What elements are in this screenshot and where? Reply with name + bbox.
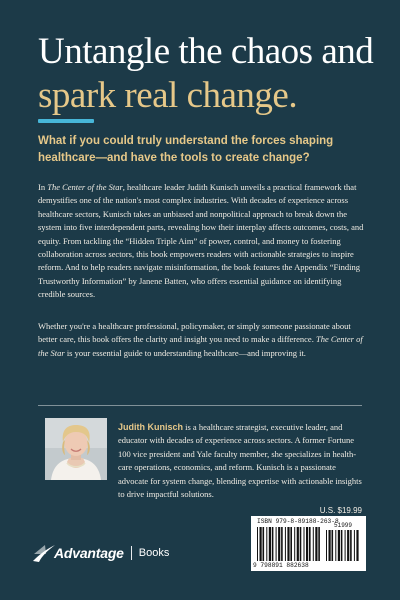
publisher-logo [32, 540, 169, 566]
publisher-name: Advantage [54, 545, 124, 561]
isbn-barcode [251, 516, 366, 571]
paragraph-text: , healthcare leader Judith Kunisch unveils a practical framework that demystifies one of the nation's most complex industries. With decades of experience across healthcare sectors, Kunisch takes an unbiased and nonpolitical approach to break down the system into five interdependent parts, revealing how their interplay affects outcomes, costs, and equity. From tackling the “Hidden Triple Aim” of power, control, and money to fostering collaboration across sectors, this book empowers readers with actionable strategies to inspire reform. And to help readers navigate misinformation, the book features the Appendix “Finding Trustworthy Information” by Janene Batten, who offers essential guidance on identifying credible sources. [38, 182, 364, 300]
lead-question: What if you could truly understand the forces shaping healthcare—and have the tools to create change? [38, 135, 334, 164]
headline-line-2: spark real change. [38, 75, 298, 116]
price-label: U.S. $19.99 [319, 506, 362, 515]
supplement-barcode-bars-icon [326, 530, 360, 561]
paragraph-text: Whether you're a healthcare professional, policymaker, or simply someone passionate about better care, this book offers the clarity and insight you need to make a difference. [38, 321, 351, 345]
publisher-imprint: Books [138, 547, 170, 559]
publisher-separator [131, 546, 132, 560]
author-name: Judith Kunisch [118, 422, 183, 432]
paragraph-text: is your essential guide to understanding healthcare—and improving it. [64, 347, 306, 358]
description-paragraph-2 [38, 320, 368, 360]
ean-number: 9 798891 882638 [253, 562, 309, 569]
isbn-number: ISBN 979-8-89188-263-8 [257, 518, 339, 525]
paragraph-text: In [38, 182, 48, 192]
price-supplement-code: 51999 [334, 522, 353, 529]
author-photo [45, 418, 107, 480]
book-title-italic: The Center of the Star [38, 334, 363, 358]
barcode-bars-icon [257, 527, 323, 561]
section-divider [38, 405, 362, 406]
author-bio-text: is a healthcare strategist, executive leader, and educator with decades of experience across sectors. A former Fortune 100 vice president and Yale faculty member, she specializes in health-care operations, economics, and reform. Kunisch is a passionate advocate for system change, blending expertise with actionable insights to drive impactful solutions. [118, 422, 362, 500]
book-title-italic: The Center of the Star [47, 182, 123, 192]
description-paragraph-1 [38, 181, 368, 302]
headline [38, 30, 374, 118]
accent-rule [38, 119, 94, 123]
headline-line-1: Untangle the chaos and [38, 31, 374, 72]
author-bio [118, 421, 362, 501]
author-portrait-illustration [45, 418, 107, 480]
